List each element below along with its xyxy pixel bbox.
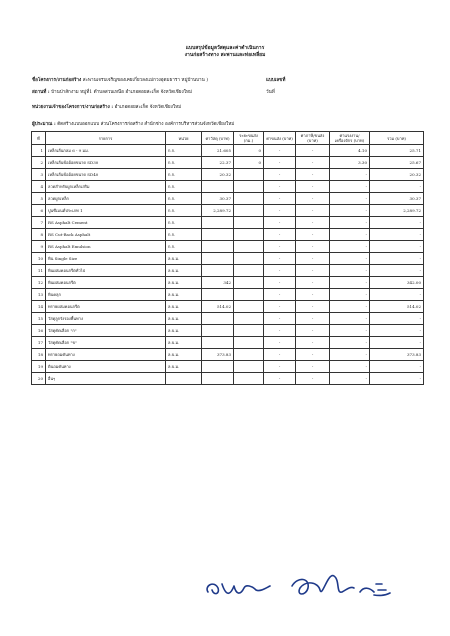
agency-value: อำเภอดอยสะเก็ด จังหวัดเชียงใหม่ bbox=[114, 105, 182, 110]
cell-qty bbox=[202, 229, 234, 241]
cell-labor: - bbox=[330, 301, 370, 313]
cell-qty: 21.605 bbox=[202, 145, 234, 157]
estimator-label: ผู้ประมาณ : bbox=[32, 122, 56, 127]
cell-unit: ล.บ.ม. bbox=[166, 337, 202, 349]
cell-qty bbox=[202, 241, 234, 253]
cell-labor: 3.30 bbox=[330, 157, 370, 169]
cell-unit: ล.บ.ม. bbox=[166, 265, 202, 277]
cell-labor: - bbox=[330, 229, 370, 241]
table-row bbox=[32, 241, 424, 253]
header-labor: ค่าแรงงาน/เครื่องจักร (บาท) bbox=[330, 132, 370, 145]
cell-distance bbox=[234, 265, 264, 277]
cell-transport: - bbox=[264, 301, 296, 313]
cell-distance bbox=[234, 193, 264, 205]
cell-item: หินผสมคอนกรีต bbox=[46, 277, 166, 289]
cell-no: 14 bbox=[32, 301, 46, 313]
cell-item: เหล็กเส้นข้ออ้อยขนาด SD30 bbox=[46, 157, 166, 169]
cell-tax: - bbox=[296, 349, 330, 361]
cell-item: หินผสมคอนกรีตทั่วไป bbox=[46, 265, 166, 277]
cell-item: ลวดผูกเหล็ก bbox=[46, 193, 166, 205]
cell-tax: - bbox=[296, 265, 330, 277]
cell-total: 342.00 bbox=[370, 277, 424, 289]
cell-transport: - bbox=[264, 361, 296, 373]
cell-total: 514.02 bbox=[370, 301, 424, 313]
table-header-row bbox=[32, 132, 424, 145]
table-row bbox=[32, 205, 424, 217]
cell-unit: ล.บ.ม. bbox=[166, 361, 202, 373]
cell-total: - bbox=[370, 325, 424, 337]
table-row bbox=[32, 265, 424, 277]
cell-total: - bbox=[370, 241, 424, 253]
cell-total: - bbox=[370, 361, 424, 373]
cell-no: 19 bbox=[32, 361, 46, 373]
estimator-row bbox=[32, 121, 234, 128]
cell-no: 13 bbox=[32, 289, 46, 301]
cell-labor: - bbox=[330, 181, 370, 193]
cell-no: 16 bbox=[32, 325, 46, 337]
cell-distance bbox=[234, 253, 264, 265]
table-row bbox=[32, 181, 424, 193]
cell-transport: - bbox=[264, 373, 296, 385]
cell-labor: - bbox=[330, 349, 370, 361]
header-transport: ค่าขนส่ง (บาท) bbox=[264, 132, 296, 145]
table-row bbox=[32, 277, 424, 289]
cell-tax: - bbox=[296, 361, 330, 373]
header-tax: ค่าภาษี/ขนส่ง (บาท) bbox=[296, 132, 330, 145]
cell-qty bbox=[202, 373, 234, 385]
cell-qty bbox=[202, 181, 234, 193]
cell-distance bbox=[234, 205, 264, 217]
cell-total: - bbox=[370, 265, 424, 277]
project-value: สะพานเจรบเจริญของเคยเกี่ยวลงแม่กวงอุดมธารา หมู่บ้านบาน ) bbox=[82, 78, 209, 83]
cell-total: 373.83 bbox=[370, 349, 424, 361]
cell-total: - bbox=[370, 373, 424, 385]
cell-tax: - bbox=[296, 193, 330, 205]
cell-item: ทรายถมคันทาง bbox=[46, 349, 166, 361]
cell-labor: - bbox=[330, 313, 370, 325]
cell-unit: ล.บ.ม. bbox=[166, 289, 202, 301]
table-row bbox=[32, 301, 424, 313]
cell-no: 17 bbox=[32, 337, 46, 349]
cell-transport: - bbox=[264, 217, 296, 229]
cell-distance bbox=[234, 289, 264, 301]
table-row bbox=[32, 253, 424, 265]
cell-qty bbox=[202, 289, 234, 301]
cell-no: 4 bbox=[32, 181, 46, 193]
location-row bbox=[32, 89, 192, 96]
cell-labor: - bbox=[330, 325, 370, 337]
cell-transport: - bbox=[264, 181, 296, 193]
cell-tax: - bbox=[296, 145, 330, 157]
table-row bbox=[32, 349, 424, 361]
cell-transport: - bbox=[264, 241, 296, 253]
cell-item: ดินถมคันทาง bbox=[46, 361, 166, 373]
cell-qty: 30.37 bbox=[202, 193, 234, 205]
cell-tax: - bbox=[296, 229, 330, 241]
cell-transport: - bbox=[264, 325, 296, 337]
cell-distance bbox=[234, 217, 264, 229]
cell-tax: - bbox=[296, 337, 330, 349]
cell-item: อื่นๆ bbox=[46, 373, 166, 385]
cell-item: วัสดุคัดเลือก "ข" bbox=[46, 337, 166, 349]
cell-tax: - bbox=[296, 169, 330, 181]
date-label: วันที่ bbox=[266, 90, 275, 95]
cell-unit: ล.บ.ม. bbox=[166, 325, 202, 337]
cell-unit: ล.บ.ม. bbox=[166, 349, 202, 361]
cell-tax: - bbox=[296, 301, 330, 313]
cell-item: ปูนซีเมนต์ประเภท 1 bbox=[46, 205, 166, 217]
cell-distance bbox=[234, 301, 264, 313]
cell-distance bbox=[234, 277, 264, 289]
cell-no: 15 bbox=[32, 313, 46, 325]
cell-total: 25.71 bbox=[370, 145, 424, 157]
table-row bbox=[32, 145, 424, 157]
cell-unit: ล.บ.ม. bbox=[166, 301, 202, 313]
table-row bbox=[32, 373, 424, 385]
cell-distance bbox=[234, 181, 264, 193]
project-row bbox=[32, 77, 208, 84]
cell-total: 25.67 bbox=[370, 157, 424, 169]
cell-no: 3 bbox=[32, 169, 46, 181]
document-title: แบบสรุปข้อมูลวัสดุและค่าดำเนินการ bbox=[185, 45, 265, 51]
cell-transport: - bbox=[264, 349, 296, 361]
cell-tax: - bbox=[296, 253, 330, 265]
cell-no: 18 bbox=[32, 349, 46, 361]
cell-no: 20 bbox=[32, 373, 46, 385]
cell-transport: - bbox=[264, 193, 296, 205]
materials-table bbox=[31, 131, 424, 385]
cell-qty bbox=[202, 325, 234, 337]
cell-distance bbox=[234, 361, 264, 373]
cell-unit: ก.ก. bbox=[166, 181, 202, 193]
cell-tax: - bbox=[296, 241, 330, 253]
cell-distance bbox=[234, 337, 264, 349]
table-row bbox=[32, 325, 424, 337]
cell-transport: - bbox=[264, 313, 296, 325]
cell-total: 20.32 bbox=[370, 169, 424, 181]
cell-distance bbox=[234, 229, 264, 241]
cell-labor: - bbox=[330, 217, 370, 229]
cell-no: 12 bbox=[32, 277, 46, 289]
cell-transport: - bbox=[264, 157, 296, 169]
cell-labor: - bbox=[330, 373, 370, 385]
cell-no: 7 bbox=[32, 217, 46, 229]
cell-transport: - bbox=[264, 253, 296, 265]
cell-transport: - bbox=[264, 169, 296, 181]
cell-item: วัสดุลูกรังรองพื้นทาง bbox=[46, 313, 166, 325]
cell-distance bbox=[234, 241, 264, 253]
cell-transport: - bbox=[264, 265, 296, 277]
cell-unit: ล.บ.ม. bbox=[166, 277, 202, 289]
cell-distance: 0 bbox=[234, 145, 264, 157]
table-row bbox=[32, 337, 424, 349]
table-row bbox=[32, 361, 424, 373]
cell-distance bbox=[234, 325, 264, 337]
cell-distance bbox=[234, 313, 264, 325]
table-row bbox=[32, 217, 424, 229]
cell-item: ทรายผสมคอนกรีต bbox=[46, 301, 166, 313]
cell-labor: 4.10 bbox=[330, 145, 370, 157]
cell-labor: - bbox=[330, 205, 370, 217]
cell-tax: - bbox=[296, 181, 330, 193]
cell-qty bbox=[202, 253, 234, 265]
cell-qty: 20.32 bbox=[202, 169, 234, 181]
cell-labor: - bbox=[330, 289, 370, 301]
cell-qty: 342 bbox=[202, 277, 234, 289]
cell-qty bbox=[202, 337, 234, 349]
cell-unit: ก.ก. bbox=[166, 205, 202, 217]
cell-tax: - bbox=[296, 313, 330, 325]
header-distance: ระยะขนส่ง (กม.) bbox=[234, 132, 264, 145]
cell-total: - bbox=[370, 337, 424, 349]
cell-tax: - bbox=[296, 325, 330, 337]
cell-unit: ก.ก. bbox=[166, 229, 202, 241]
cell-labor: - bbox=[330, 277, 370, 289]
cell-qty bbox=[202, 313, 234, 325]
cell-qty bbox=[202, 361, 234, 373]
cell-distance bbox=[234, 169, 264, 181]
cell-no: 5 bbox=[32, 193, 46, 205]
cell-transport: - bbox=[264, 277, 296, 289]
table-row bbox=[32, 193, 424, 205]
header-unit: หน่วย bbox=[166, 132, 202, 145]
cell-unit: ล.บ.ม. bbox=[166, 313, 202, 325]
cell-transport: - bbox=[264, 337, 296, 349]
cell-transport: - bbox=[264, 229, 296, 241]
cell-unit: ก.ก. bbox=[166, 217, 202, 229]
cell-total: - bbox=[370, 181, 424, 193]
cell-distance bbox=[234, 373, 264, 385]
cell-distance: 0 bbox=[234, 157, 264, 169]
cell-tax: - bbox=[296, 205, 330, 217]
header-total: รวม (บาท) bbox=[370, 132, 424, 145]
cell-item: เหล็กเส้นกลม 6 - 9 มม. bbox=[46, 145, 166, 157]
header-no: ที่ bbox=[32, 132, 46, 145]
cell-labor: - bbox=[330, 169, 370, 181]
cell-total: - bbox=[370, 313, 424, 325]
table-row bbox=[32, 289, 424, 301]
cell-total: - bbox=[370, 253, 424, 265]
cell-unit: ล.บ.ม. bbox=[166, 253, 202, 265]
cell-labor: - bbox=[330, 361, 370, 373]
cell-item: ลวดสำหรับผูกเหล็กเสริม bbox=[46, 181, 166, 193]
cell-item: เหล็กเส้นข้ออ้อยขนาด SD40 bbox=[46, 169, 166, 181]
location-value: บ้านป่าสักงาม หมู่ที่1 ตำบลสวนเหนือ อำเภอดอยสะเก็ด จังหวัดเชียงใหม่ bbox=[51, 90, 193, 95]
cell-total: - bbox=[370, 217, 424, 229]
cell-qty: 22.37 bbox=[202, 157, 234, 169]
agency-label: หน่วยงานเจ้าของโครงการ/งานก่อสร้าง : bbox=[32, 105, 114, 110]
table-row bbox=[32, 169, 424, 181]
estimator-value: ตัดสร้างแบบออกแบบ ส่วนโครงการก่อสร้าง สำนักช่าง องค์การบริหารส่วนจังหวัดเชียงใหม่ bbox=[57, 122, 235, 127]
cell-labor: - bbox=[330, 253, 370, 265]
cell-no: 10 bbox=[32, 253, 46, 265]
agency-row bbox=[32, 104, 181, 111]
cell-total: 30.37 bbox=[370, 193, 424, 205]
cell-unit: ก.ก. bbox=[166, 145, 202, 157]
form-number-label: แบบเลขที่ bbox=[266, 78, 286, 83]
cell-tax: - bbox=[296, 277, 330, 289]
cell-qty: 373.83 bbox=[202, 349, 234, 361]
signature bbox=[200, 562, 440, 612]
cell-unit: ก.ก. bbox=[166, 241, 202, 253]
cell-total: - bbox=[370, 289, 424, 301]
cell-unit: ก.ก. bbox=[166, 193, 202, 205]
cell-no: 8 bbox=[32, 229, 46, 241]
cell-item: หิน Single Size bbox=[46, 253, 166, 265]
project-label: ชื่อโครงการ/งานก่อสร้าง bbox=[32, 78, 82, 83]
cell-labor: - bbox=[330, 265, 370, 277]
cell-labor: - bbox=[330, 193, 370, 205]
cell-qty bbox=[202, 217, 234, 229]
document-subtitle: งานก่อสร้างทาง สะพานและท่อเหลี่ยม bbox=[184, 52, 266, 58]
cell-no: 6 bbox=[32, 205, 46, 217]
cell-labor: - bbox=[330, 337, 370, 349]
cell-item: หินคลุก bbox=[46, 289, 166, 301]
cell-total: - bbox=[370, 229, 424, 241]
cell-item: วัสดุคัดเลือก "ก" bbox=[46, 325, 166, 337]
cell-unit: ก.ก. bbox=[166, 157, 202, 169]
cell-unit: ก.ก. bbox=[166, 169, 202, 181]
cell-total: 2,289.72 bbox=[370, 205, 424, 217]
cell-tax: - bbox=[296, 157, 330, 169]
table-row bbox=[32, 313, 424, 325]
cell-distance bbox=[234, 349, 264, 361]
cell-tax: - bbox=[296, 373, 330, 385]
location-label: สถานที่ : bbox=[32, 90, 50, 95]
cell-unit bbox=[166, 373, 202, 385]
cell-transport: - bbox=[264, 289, 296, 301]
cell-tax: - bbox=[296, 289, 330, 301]
cell-no: 11 bbox=[32, 265, 46, 277]
header-qty: ค่าวัสดุ (บาท) bbox=[202, 132, 234, 145]
cell-no: 2 bbox=[32, 157, 46, 169]
table-row bbox=[32, 229, 424, 241]
cell-no: 9 bbox=[32, 241, 46, 253]
cell-tax: - bbox=[296, 217, 330, 229]
cell-qty bbox=[202, 265, 234, 277]
cell-labor: - bbox=[330, 241, 370, 253]
cell-qty: 2,289.72 bbox=[202, 205, 234, 217]
header-item: รายการ bbox=[46, 132, 166, 145]
cell-transport: - bbox=[264, 145, 296, 157]
cell-no: 1 bbox=[32, 145, 46, 157]
cell-item: RS Asphalt Cement bbox=[46, 217, 166, 229]
cell-transport: - bbox=[264, 205, 296, 217]
cell-item: RS Asphalt Emulsion bbox=[46, 241, 166, 253]
table-row bbox=[32, 157, 424, 169]
cell-qty: 514.02 bbox=[202, 301, 234, 313]
cell-item: RS Cut-Back Asphalt bbox=[46, 229, 166, 241]
